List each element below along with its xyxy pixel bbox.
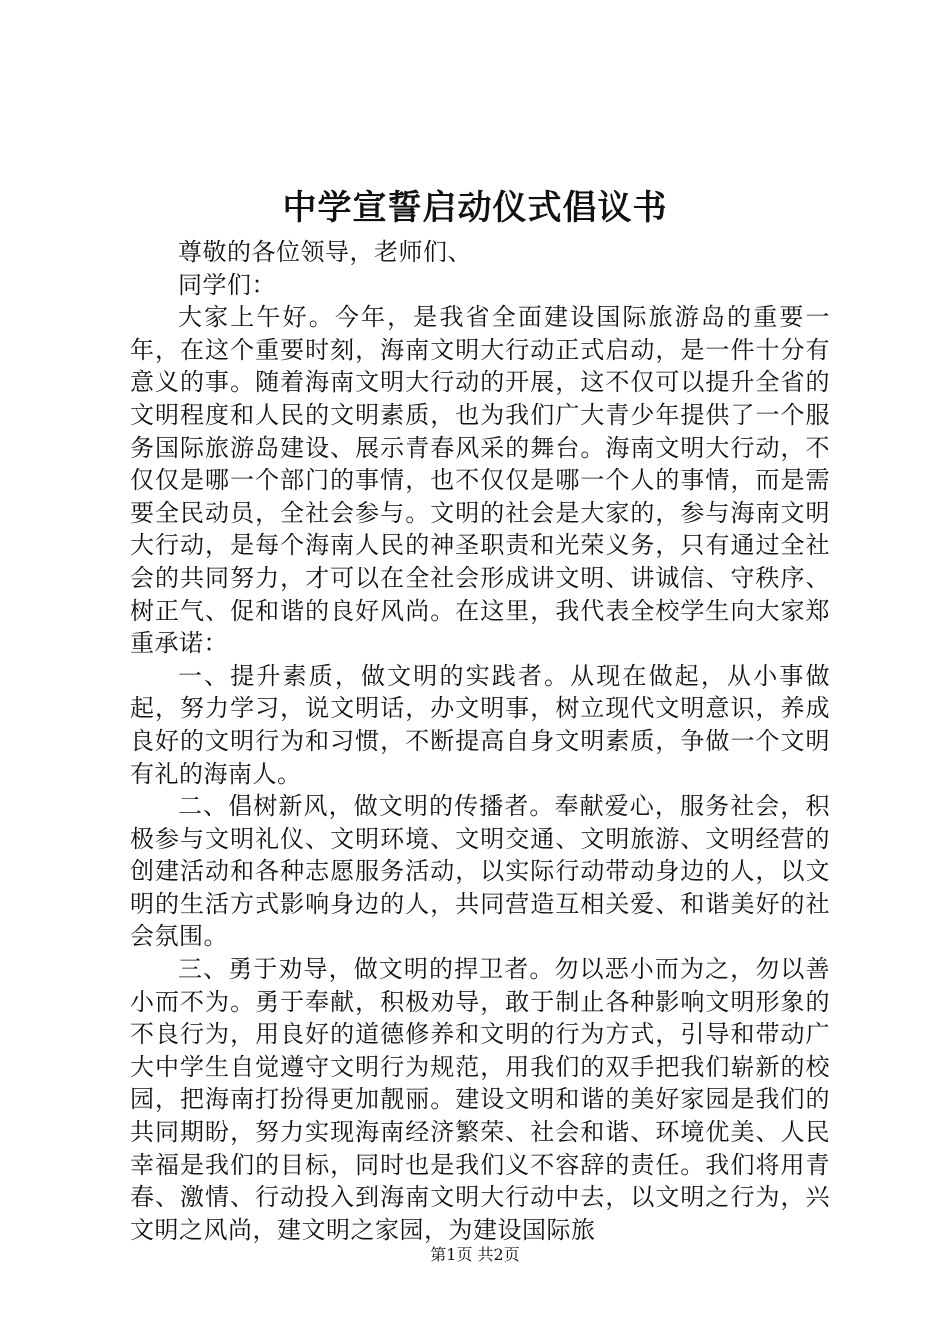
body-paragraph: 大家上午好。今年，是我省全面建设国际旅游岛的重要一年，在这个重要时刻，海南文明大行动正式启动，是一件十分有意义的事。随着海南文明大行动的开展，这不仅可以提升全省的文明程度和人民的文明素质，也为我们广大青少年提供了一个服务国际旅游岛建设、展示青春风采的舞台。海南文明大行动，不仅仅是哪一个部门的事情，也不仅仅是哪一个人的事情，而是需要全民动员，全社会参与。文明的社会是大家的，参与海南文明大行动，是每个海南人民的神圣职责和光荣义务，只有通过全社会的共同努力，才可以在全社会形成讲文明、讲诚信、守秩序、树正气、促和谐的良好风尚。在这里，我代表全校学生向大家郑重承诺： — [130, 303, 830, 658]
salutation-line: 同学们： — [178, 270, 276, 299]
document-title: 中学宣誓启动仪式倡议书 — [282, 188, 668, 228]
salutation-line: 尊敬的各位领导，老师们、 — [178, 238, 472, 266]
body-paragraph: 三、勇于劝导，做文明的捍卫者。勿以恶小而为之，勿以善小而不为。勇于奉献，积极劝导，敢于制止各种影响文明形象的不良行为，用良好的道德修养和文明的行为方式，引导和带动广大中学生自觉遵守文明行为规范，用我们的双手把我们崭新的校园，把海南打扮得更加靓丽。建设文明和谐的美好家园是我们的共同期盼，努力实现海南经济繁荣、社会和谐、环境优美、人民幸福是我们的目标，同时也是我们义不容辞的责任。我们将用青春、激情、行动投入到海南文明大行动中去，以文明之行为，兴文明之风尚，建文明之家园，为建设国际旅 — [130, 955, 830, 1244]
body-paragraph: 二、倡树新风，做文明的传播者。奉献爱心，服务社会，积极参与文明礼仪、文明环境、文明交通、文明旅游、文明经营的创建活动和各种志愿服务活动，以实际行动带动身边的人，以文明的生活方式影响身边的人，共同营造互相关爱、和谐美好的社会氛围。 — [130, 792, 830, 951]
document-body — [130, 236, 830, 1246]
body-paragraph: 一、提升素质，做文明的实践者。从现在做起，从小事做起，努力学习，说文明话，办文明事，树立现代文明意识，养成良好的文明行为和习惯，不断提高自身文明素质，争做一个文明有礼的海南人。 — [130, 661, 830, 788]
page-number-footer: 第1页 共2页 — [430, 1245, 520, 1264]
